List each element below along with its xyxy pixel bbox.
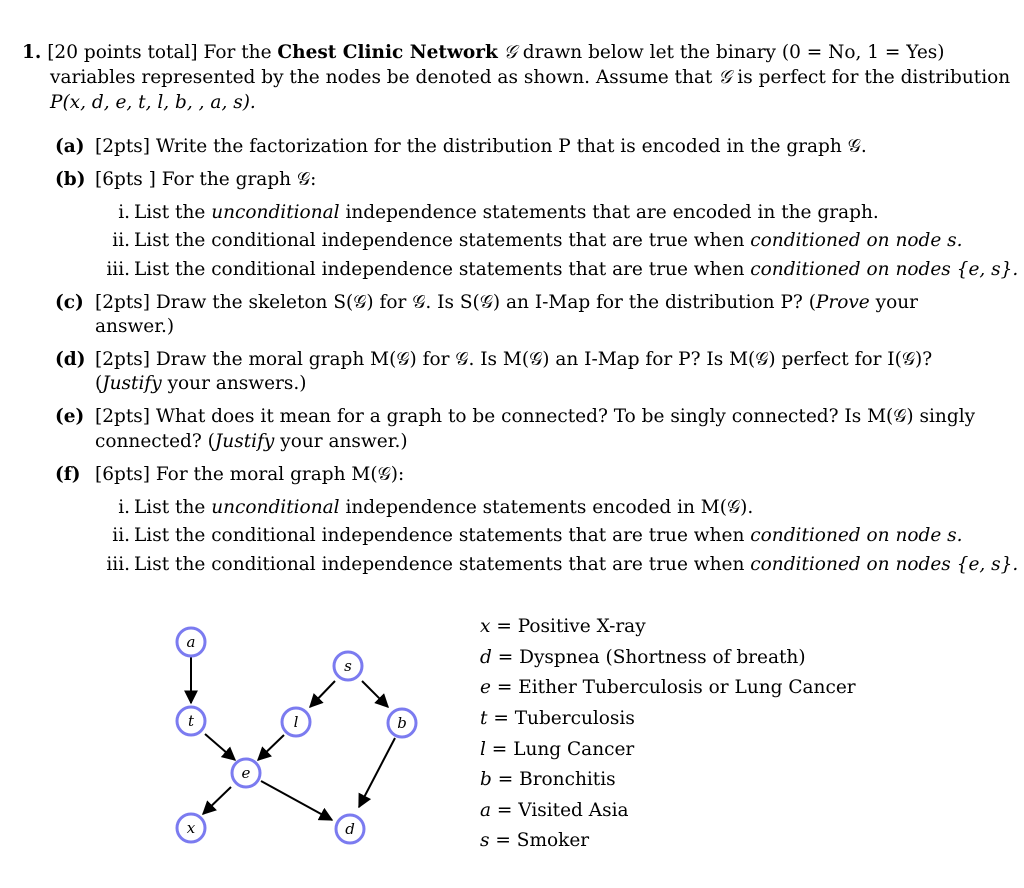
legend-desc: Either Tuberculosis or Lung Cancer xyxy=(518,677,856,698)
part-b-i-em: unconditional xyxy=(211,202,340,223)
node-a xyxy=(177,628,205,656)
problem-line-3: P(x, d, e, t, l, b, , a, s). xyxy=(50,92,256,113)
part-f-ii-a: List the conditional independence statements that are true when xyxy=(134,525,751,546)
node-a-label: a xyxy=(186,633,196,651)
part-d-label: (d) xyxy=(55,349,86,370)
intro-text-1a: [20 points total] For the xyxy=(47,42,278,63)
edge-e-d xyxy=(261,781,332,820)
part-f-i-a: List the xyxy=(134,497,212,518)
node-b xyxy=(388,709,416,737)
legend-desc: Tuberculosis xyxy=(514,708,635,729)
edge-b-d xyxy=(359,738,395,807)
legend-symbol: b xyxy=(480,769,492,790)
part-c-line-1 xyxy=(95,290,918,316)
part-e-line-2 xyxy=(95,429,408,455)
graph-symbol: 𝒢 xyxy=(718,67,732,88)
part-b-iii-label: iii. xyxy=(106,259,130,280)
edge-e-x xyxy=(203,787,231,814)
problem-number: 1. xyxy=(22,42,42,63)
node-e xyxy=(232,759,260,787)
part-b-i-a: List the xyxy=(134,202,212,223)
part-e-label: (e) xyxy=(55,406,85,427)
part-e-l2-b: your answer.) xyxy=(274,431,408,452)
graph-symbol: 𝒢 xyxy=(503,42,517,63)
part-b-iii-text xyxy=(134,257,1018,283)
part-b-i-text xyxy=(134,200,879,226)
intro-text-2b: is perfect for the distribution xyxy=(731,67,1011,88)
part-b-i-label: i. xyxy=(118,202,130,223)
node-x-label: x xyxy=(186,819,196,837)
part-b-label: (b) xyxy=(55,169,86,190)
part-a-label: (a) xyxy=(55,136,85,157)
part-e-l2-a: connected? ( xyxy=(95,431,215,452)
legend-desc: Smoker xyxy=(516,830,590,851)
part-d-l2-em: Justify xyxy=(102,373,162,394)
network-name: Chest Clinic Network xyxy=(277,42,498,63)
part-f-iii-text xyxy=(134,552,1018,578)
node-d-label: d xyxy=(345,820,355,838)
part-d-line-1: [2pts] Draw the moral graph M(𝒢) for 𝒢. Is M(𝒢) an I-Map for P? Is M(𝒢) perfect for I(𝒢)? xyxy=(95,349,933,370)
node-t xyxy=(177,707,205,735)
part-b-ii-em: conditioned on node s. xyxy=(750,230,963,251)
edge-s-b xyxy=(362,681,388,707)
part-b-text: [6pts ] For the graph 𝒢: xyxy=(95,169,317,190)
legend-item: l = Lung Cancer xyxy=(480,739,635,760)
node-s xyxy=(334,652,362,680)
part-b-i-b: independence statements that are encoded in the graph. xyxy=(339,202,879,223)
part-d-line-2 xyxy=(95,371,306,397)
part-f-iii-a: List the conditional independence statements that are true when xyxy=(134,554,751,575)
legend-item: t = Tuberculosis xyxy=(480,708,635,729)
problem-line-2 xyxy=(50,65,1010,91)
node-t-label: t xyxy=(187,712,195,730)
part-e-l2-em: Justify xyxy=(214,431,275,452)
legend-symbol: s xyxy=(480,830,490,851)
legend-symbol: e xyxy=(480,677,491,698)
intro-text-1b: drawn below let the binary (0 = No, 1 = Yes) xyxy=(516,42,945,63)
part-b-iii-a: List the conditional independence statements that are true when xyxy=(134,259,751,280)
node-s-label: s xyxy=(344,657,352,675)
part-b-ii-text xyxy=(134,228,963,254)
part-f-iii-em: conditioned on nodes {e, s}. xyxy=(750,554,1019,575)
part-a-text: [2pts] Write the factorization for the distribution P that is encoded in the graph 𝒢. xyxy=(95,136,867,157)
part-d-l2-b: your answers.) xyxy=(161,373,307,394)
edge-s-l xyxy=(310,681,335,707)
part-f-i-b: independence statements encoded in M(𝒢). xyxy=(339,497,754,518)
legend-item: d = Dyspnea (Shortness of breath) xyxy=(480,647,806,668)
part-c-l1-a: [2pts] Draw the skeleton S(𝒢) for 𝒢. Is S(𝒢) an I-Map for the distribution P? ( xyxy=(95,292,816,313)
legend-symbol: l xyxy=(480,739,486,760)
legend-item: b = Bronchitis xyxy=(480,769,616,790)
part-f-ii-em: conditioned on node s. xyxy=(750,525,963,546)
part-f-i-em: unconditional xyxy=(211,497,340,518)
legend-item: x = Positive X-ray xyxy=(480,616,646,637)
part-c-line-2: answer.) xyxy=(95,316,175,337)
part-f-ii-text xyxy=(134,523,963,549)
part-b-iii-em: conditioned on nodes {e, s}. xyxy=(750,259,1019,280)
legend-desc: Positive X-ray xyxy=(517,616,646,637)
edge-t-e xyxy=(205,734,235,760)
part-f-ii-label: ii. xyxy=(112,525,130,546)
part-f-iii-label: iii. xyxy=(106,554,130,575)
intro-text-2a: variables represented by the nodes be denoted as shown. Assume that xyxy=(50,67,719,88)
part-f-label: (f) xyxy=(55,464,81,485)
network-diagram xyxy=(150,610,440,860)
legend-item: s = Smoker xyxy=(480,830,590,851)
legend-desc: Lung Cancer xyxy=(513,739,635,760)
node-l xyxy=(282,708,310,736)
problem-line-1 xyxy=(22,40,945,66)
part-c-l1-b: your xyxy=(869,292,918,313)
part-e-line-1: [2pts] What does it mean for a graph to be connected? To be singly connected? Is M(𝒢) singly xyxy=(95,406,976,427)
node-b-label: b xyxy=(397,714,407,732)
legend-desc: Bronchitis xyxy=(519,769,616,790)
node-e-label: e xyxy=(241,764,251,782)
part-f-i-text xyxy=(134,495,753,521)
legend-symbol: a xyxy=(480,800,492,821)
node-d xyxy=(336,815,364,843)
part-b-ii-label: ii. xyxy=(112,230,130,251)
legend-symbol: d xyxy=(480,647,492,668)
part-c-label: (c) xyxy=(55,292,84,313)
legend-symbol: x xyxy=(480,616,491,637)
part-b-ii-a: List the conditional independence statements that are true when xyxy=(134,230,751,251)
part-d-l2-a: ( xyxy=(95,373,103,394)
legend-symbol: t xyxy=(480,708,488,729)
edge-l-e xyxy=(258,735,284,760)
part-c-l1-em: Prove xyxy=(815,292,870,313)
legend-item: a = Visited Asia xyxy=(480,800,629,821)
node-l-label: l xyxy=(293,713,299,731)
legend-item: e = Either Tuberculosis or Lung Cancer xyxy=(480,677,856,698)
legend-desc: Dyspnea (Shortness of breath) xyxy=(519,647,806,668)
part-f-i-label: i. xyxy=(118,497,130,518)
legend-desc: Visited Asia xyxy=(518,800,629,821)
part-f-text: [6pts] For the moral graph M(𝒢): xyxy=(95,464,405,485)
node-x xyxy=(177,814,205,842)
